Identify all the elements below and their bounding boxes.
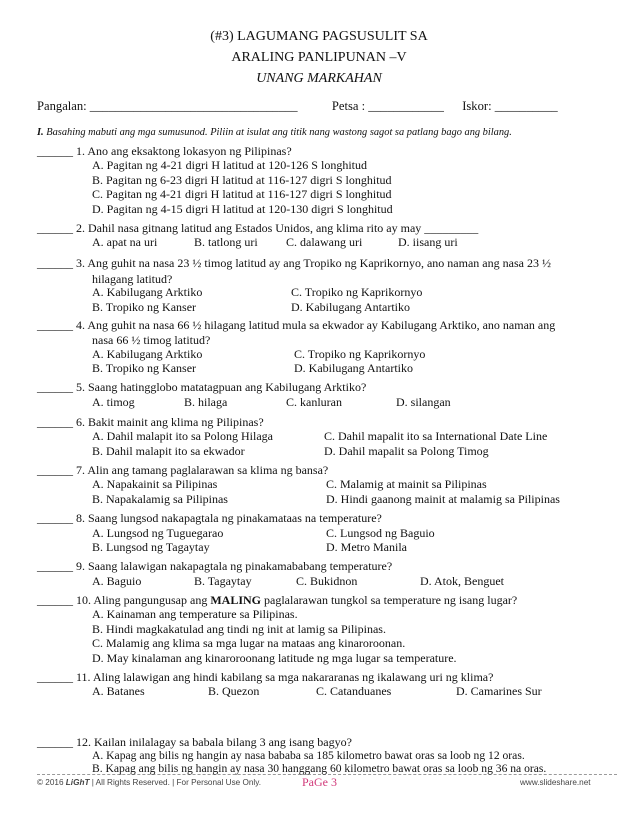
option-a: A. Baguio [92,574,142,588]
option-d: D. Kabilugang Antartiko [294,361,413,375]
question-text: 9. Saang lalawigan nakapagtala ng pinakamababang temperature? [73,559,393,573]
option-b: B. Hindi magkakatulad ang tindi ng init at lamig sa Pilipinas. [92,622,386,636]
option-c: C. Pagitan ng 4-21 digri H latitud at 116-127 digri S longhitud [92,187,392,201]
option-a: A. Batanes [92,684,145,698]
option-b: B. Tagaytay [194,574,252,588]
option-d: D. Dahil mapalit sa Polong Timog [324,444,489,458]
option-d: D. silangan [396,395,451,409]
option-d: D. Hindi gaanong mainit at malamig sa Pilipinas [326,492,560,506]
option-b: B. Kapag ang bilis ng hangin ay nasa 30 hanggang 60 kilometro bawat oras sa loob ng 36 na oras. [92,762,547,775]
option-d: D. Atok, Benguet [420,574,504,588]
site-link[interactable]: www.slideshare.net [520,778,591,787]
option-c: C. Tropiko ng Kaprikornyo [294,347,426,361]
option-b: B. Pagitan ng 6-23 digri H latitud at 116-127 digri S longhitud [92,173,392,187]
question-text: 3. Ang guhit na nasa 23 ½ timog latitud ay ang Tropiko ng Kaprikornyo, ano naman ang nasa 23 ½ [73,256,551,270]
option-d: D. Metro Manila [326,540,407,554]
name-field[interactable]: Pangalan: _________________________________ [37,99,298,113]
instructions-text: Basahing mabuti ang mga sumusunod. Piliin at isulat ang titik nang wastong sagot sa patlang bago ang bilang. [43,127,512,138]
emphasis-word: MALING [210,593,261,607]
question-10 [37,593,607,607]
answer-blank[interactable]: ______ [37,559,73,573]
option-d: D. May kinalaman ang kinaroroonang latitude ng mga lugar sa temperature. [92,651,457,665]
question-text: 2. Dahil nasa gitnang latitud ang Estados Unidos, ang klima rito ay may _________ [73,221,479,235]
option-c: C. Lungsod ng Baguio [326,526,435,540]
question-12 [37,735,607,749]
question-text-end: paglalarawan tungkol sa temperature ng isang lugar? [261,593,518,607]
option-a: A. Dahil malapit ito sa Polong Hilaga [92,429,273,443]
question-text-continued: hilagang latitud? [92,272,173,286]
question-text: 6. Bakit mainit ang klima ng Pilipinas? [73,415,264,429]
question-text: 8. Saang lungsod nakapagtala ng pinakamataas na temperature? [73,511,382,525]
option-a: A. Napakainit sa Pilipinas [92,477,218,491]
option-b: B. Napakalamig sa Pilipinas [92,492,228,506]
answer-blank[interactable]: ______ [37,463,73,477]
option-a: A. Lungsod ng Tuguegarao [92,526,224,540]
option-a: A. Pagitan ng 4-21 digri H latitud at 120-126 S longhitud [92,158,367,172]
option-c: C. Catanduanes [316,684,392,698]
question-2 [37,221,607,235]
option-c: C. kanluran [286,395,342,409]
option-c: C. Dahil mapalit ito sa International Date Line [324,429,548,443]
question-text-continued: nasa 66 ½ timog latitud? [92,333,211,347]
answer-blank[interactable]: ______ [37,670,73,684]
question-text: 5. Saang hatingglobo matatagpuan ang Kabilugang Arktiko? [73,380,367,394]
question-text: 11. Aling lalawigan ang hindi kabilang sa mga nakararanas ng ikalawang uri ng klima? [73,670,494,684]
answer-blank[interactable]: ______ [37,256,73,270]
option-d: D. Kabilugang Antartiko [291,300,410,314]
question-9 [37,559,607,573]
answer-blank[interactable]: ______ [37,415,73,429]
answer-blank[interactable]: ______ [37,144,73,158]
page-number: PaGe 3 [302,775,337,789]
option-b: B. Quezon [208,684,260,698]
option-d: D. Pagitan ng 4-15 digri H latitud at 120-130 digri S longhitud [92,202,393,216]
rights-text: | All Rights Reserved. | For Personal Use Only. [89,778,262,787]
date-field[interactable]: Petsa : ____________ [331,99,444,113]
instructions [37,127,617,138]
option-a: A. Kainaman ang temperature sa Pilipinas. [92,607,298,621]
quarter-title: UNANG MARKAHAN [256,71,382,86]
subject-title: ARALING PANLIPUNAN –V [231,50,407,65]
copyright-text [37,778,261,787]
option-b: B. Lungsod ng Tagaytay [92,540,210,554]
option-d: D. iisang uri [398,235,458,249]
question-text: 4. Ang guhit na nasa 66 ½ hilagang latitud mula sa ekwador ay Kabilugang Arktiko, ano naman ang [73,318,556,332]
question-5 [37,380,607,394]
score-field[interactable]: Iskor: __________ [462,99,558,113]
option-c: C. Tropiko ng Kaprikornyo [291,285,423,299]
question-text: 1. Ano ang eksaktong lokasyon ng Pilipinas? [73,144,292,158]
option-c: C. Malamig ang klima sa mga lugar na mataas ang kinaroroonan. [92,636,406,650]
option-c: C. dalawang uri [286,235,363,249]
option-a: A. Kapag ang bilis ng hangin ay nasa bababa sa 185 kilometro bawat oras sa loob ng 12 oras. [92,749,525,762]
copyright-symbol: © 2016 [37,778,66,787]
student-info-row [37,99,617,114]
section-label: I. [37,127,44,138]
answer-blank[interactable]: ______ [37,511,73,525]
quiz-title: (#3) LAGUMANG PAGSUSULIT SA [210,29,428,44]
option-a: A. apat na uri [92,235,158,249]
answer-blank[interactable]: ______ [37,380,73,394]
question-text: 7. Alin ang tamang paglalarawan sa klima ng bansa? [73,463,329,477]
option-b: B. hilaga [184,395,228,409]
answer-blank[interactable]: ______ [37,318,73,332]
answer-blank[interactable]: ______ [37,593,73,607]
option-a: A. Kabilugang Arktiko [92,347,203,361]
question-8 [37,511,607,525]
question-6 [37,415,607,429]
answer-blank[interactable]: ______ [37,735,73,749]
question-11 [37,670,607,684]
option-b: B. Tropiko ng Kanser [92,300,197,314]
option-c: C. Malamig at mainit sa Pilipinas [326,477,487,491]
answer-blank[interactable]: ______ [37,221,73,235]
brand-name: LiGhT [65,778,90,787]
option-b: B. Tropiko ng Kanser [92,361,197,375]
question-4 [37,318,607,332]
option-a: A. Kabilugang Arktiko [92,285,203,299]
option-d: D. Camarines Sur [456,684,542,698]
option-b: B. tatlong uri [194,235,258,249]
question-1 [37,144,607,158]
option-c: C. Bukidnon [296,574,358,588]
question-7 [37,463,607,477]
option-b: B. Dahil malapit ito sa ekwador [92,444,245,458]
question-text: 10. Aling pangungusap ang [73,593,211,607]
question-3 [37,256,607,270]
option-a: A. timog [92,395,135,409]
question-text: 12. Kailan inilalagay sa babala bilang 3 ang isang bagyo? [73,735,352,749]
